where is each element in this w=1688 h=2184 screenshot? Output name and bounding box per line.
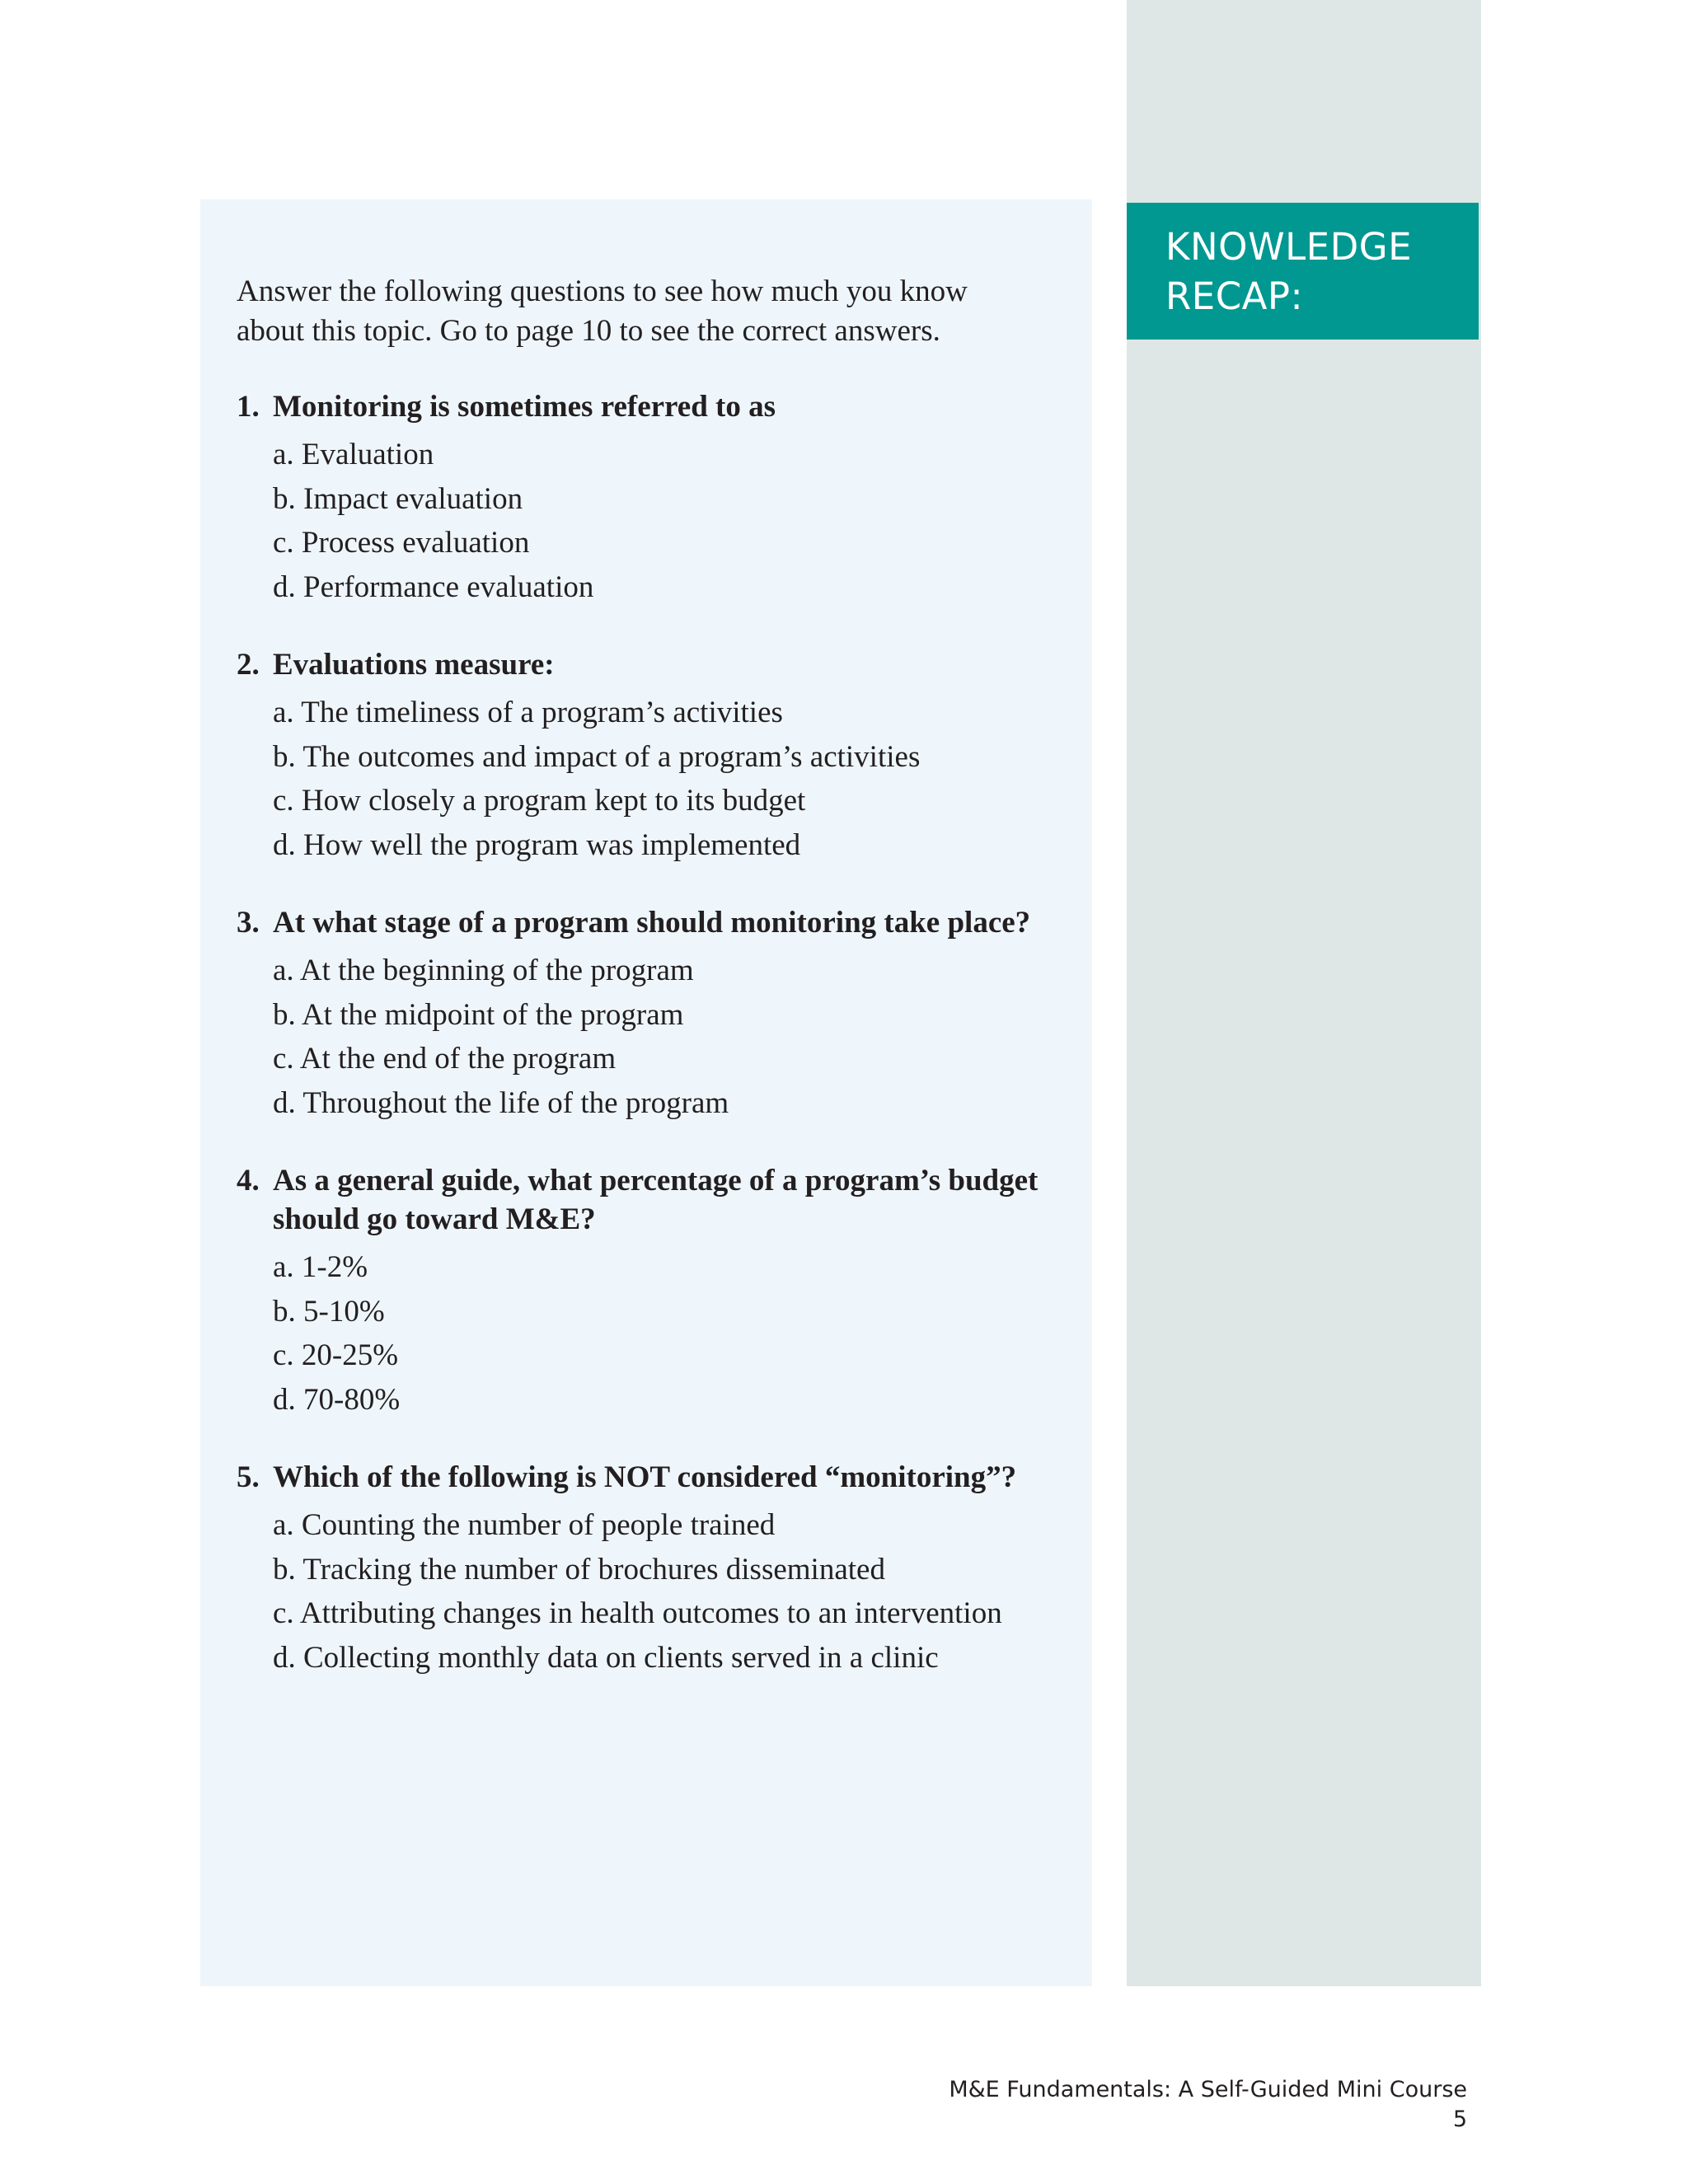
footer-title: M&E Fundamentals: A Self-Guided Mini Course (949, 2077, 1467, 2102)
question-text (237, 1458, 1069, 1497)
question-number: 1. (237, 390, 260, 424)
question-text (237, 903, 1069, 942)
question-label: At what stage of a program should monitoring take place? (273, 906, 1031, 940)
question-label: Which of the following is NOT considered “monitoring”? (273, 1460, 1017, 1494)
answer-option: c. Process evaluation (273, 526, 530, 560)
answer-option: a. 1-2% (273, 1250, 368, 1284)
answer-options (237, 691, 1069, 867)
question-text (237, 645, 1069, 684)
answer-option: a. The timeliness of a program’s activities (273, 696, 783, 729)
question-label: Evaluations measure: (273, 648, 555, 682)
question-number: 4. (237, 1164, 260, 1197)
answer-option: a. Evaluation (273, 438, 434, 471)
answer-options (237, 1245, 1069, 1422)
question-label: As a general guide, what percentage of a program’s budget should go toward M&E? (273, 1164, 1039, 1236)
answer-option: b. Impact evaluation (273, 481, 523, 516)
answer-option: a. Counting the number of people trained (273, 1508, 776, 1542)
answer-option: b. Tracking the number of brochures disseminated (273, 1552, 885, 1586)
question-text (237, 387, 1069, 426)
knowledge-recap-header (1127, 203, 1479, 340)
page-number: 5 (1452, 2107, 1467, 2132)
question-4 (237, 1161, 1069, 1422)
answer-options (237, 949, 1069, 1125)
answer-option: c. Attributing changes in health outcomes to an intervention (273, 1596, 1002, 1630)
answer-option: c. How closely a program kept to its budget (273, 784, 806, 818)
answer-option: d. Performance evaluation (273, 569, 594, 604)
question-3 (237, 903, 1069, 1125)
answer-options (237, 1503, 1069, 1680)
knowledge-recap-title: KNOWLEDGE RECAP: (1165, 225, 1413, 318)
question-number: 5. (237, 1460, 260, 1494)
page-footer (907, 2075, 1467, 2135)
question-5 (237, 1458, 1069, 1680)
answer-option: a. At the beginning of the program (273, 954, 694, 987)
question-1 (237, 387, 1069, 609)
answer-option: b. At the midpoint of the program (273, 997, 684, 1032)
intro-text: Answer the following questions to see how much you know about this topic. Go to page 10 to see the correct answers. (237, 274, 968, 348)
answer-option: d. How well the program was implemented (273, 827, 801, 862)
answer-options (237, 433, 1069, 609)
answer-option: d. 70-80% (273, 1382, 401, 1417)
question-text (237, 1161, 1069, 1239)
question-2 (237, 645, 1069, 867)
question-label: Monitoring is sometimes referred to as (273, 390, 776, 424)
answer-option: d. Collecting monthly data on clients served in a clinic (273, 1640, 939, 1675)
answer-option: c. 20-25% (273, 1338, 399, 1372)
answer-option: c. At the end of the program (273, 1042, 617, 1076)
question-number: 2. (237, 648, 260, 682)
answer-option: d. Throughout the life of the program (273, 1085, 729, 1120)
answer-option: b. 5-10% (273, 1294, 385, 1329)
answer-option: b. The outcomes and impact of a program’s activities (273, 739, 921, 774)
question-number: 3. (237, 906, 260, 940)
question-list (237, 387, 1069, 1716)
